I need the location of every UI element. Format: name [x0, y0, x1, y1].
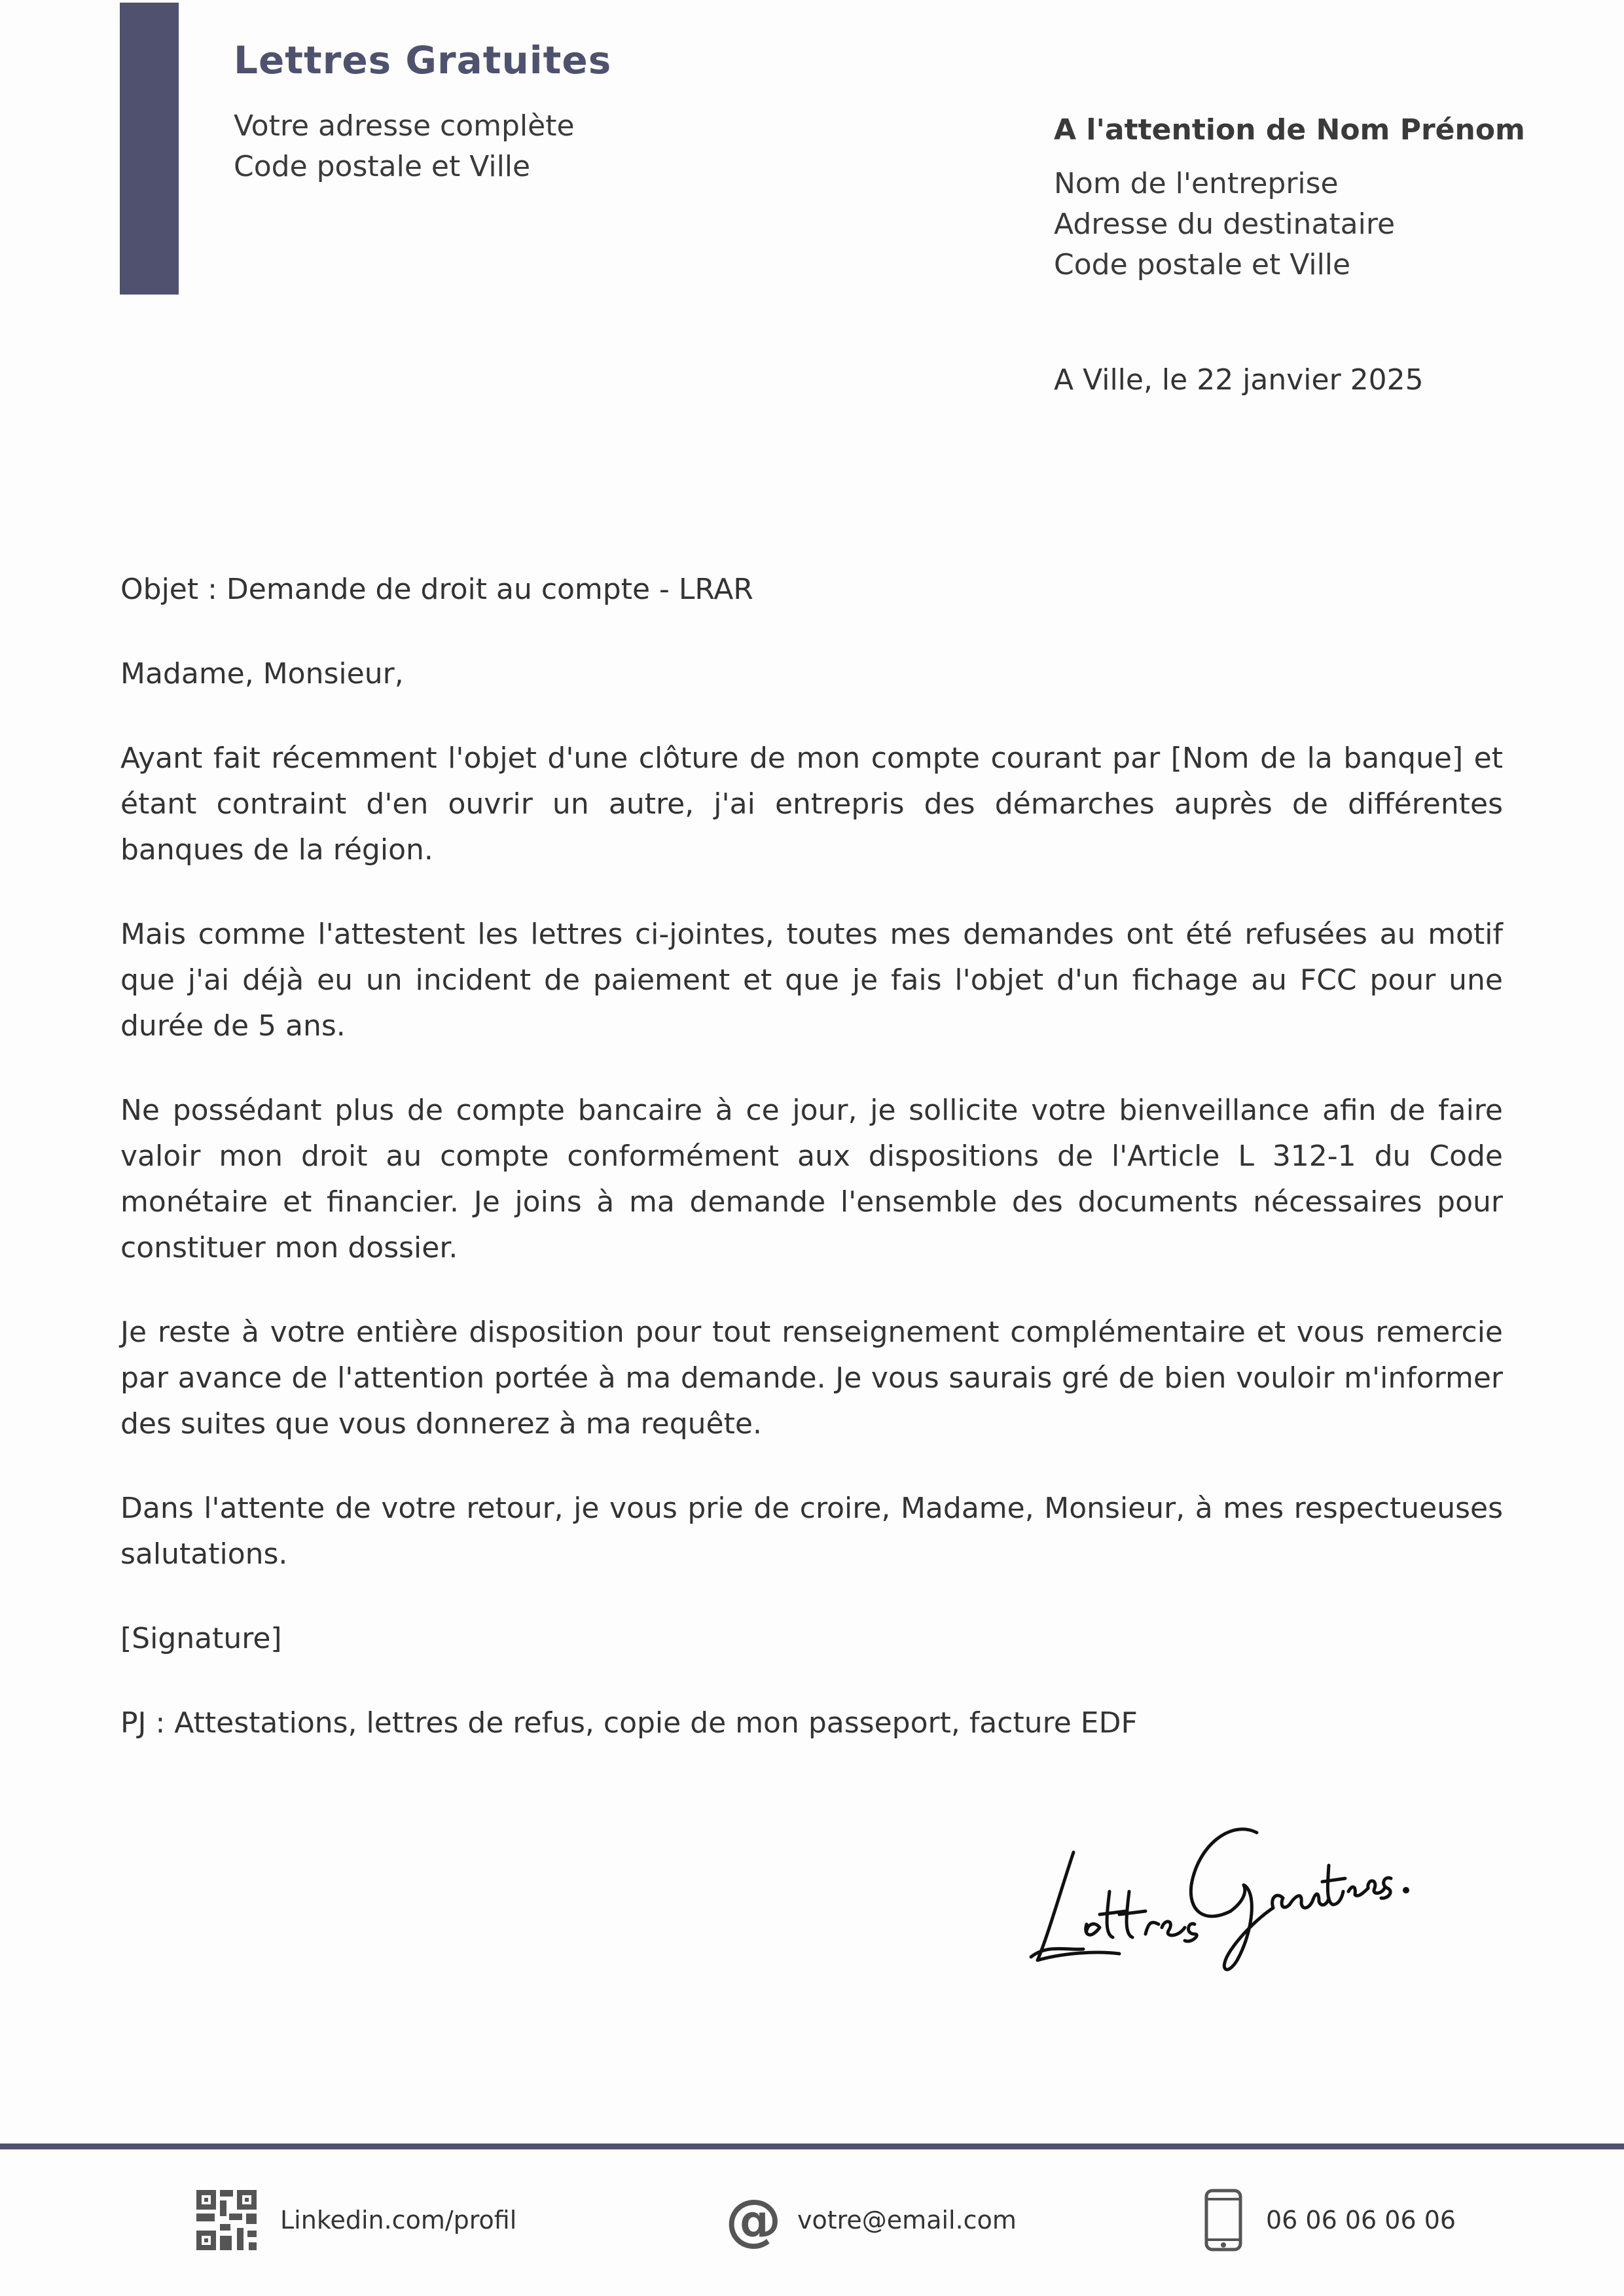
qr-code-icon	[196, 2190, 257, 2250]
sender-address	[234, 106, 575, 187]
header-accent-bar	[120, 3, 179, 295]
letter-paragraph: Ayant fait récemment l'objet d'une clôture de mon compte courant par [Nom de la banque] et étant contraint d'en ouvrir un autre, j'ai entrepris des démarches auprès de différentes banques de la région.	[120, 742, 1503, 867]
recipient-attention: A l'attention de Nom Prénom	[1054, 113, 1525, 147]
email-link[interactable]: votre@email.com	[797, 2206, 1017, 2234]
recipient-city: Code postale et Ville	[1054, 248, 1351, 281]
recipient-block	[1054, 110, 1571, 285]
signature-placeholder: [Signature]	[120, 1622, 282, 1655]
handwritten-signature	[1021, 1793, 1414, 1990]
recipient-company: Nom de l'entreprise	[1054, 167, 1339, 200]
sender-address-line2: Code postale et Ville	[234, 150, 531, 183]
letter-paragraph: Ne possédant plus de compte bancaire à ce jour, je sollicite votre bienveillance afin de faire valoir mon droit au compte conformément aux dispositions de l'Article L 312-1 du Code monétaire et financier. Je joins à ma demande l'ensemble des documents nécessaires pour constituer mon dossier.	[120, 1094, 1503, 1265]
letter-paragraph: Je reste à votre entière disposition pour tout renseignement complémentaire et vous remercie par avance de l'attention portée à ma demande. Je vous saurais gré de bien vouloir m'informer des suites que vous donnerez à ma requête.	[120, 1316, 1503, 1441]
phone-number[interactable]: 06 06 06 06 06	[1266, 2206, 1456, 2234]
letter-subject: Objet : Demande de droit au compte - LRAR	[120, 573, 753, 606]
sender-name: Lettres Gratuites	[234, 38, 612, 82]
sender-address-line1: Votre adresse complète	[234, 109, 575, 143]
signature-drawing	[1021, 1793, 1414, 1990]
linkedin-link[interactable]: Linkedin.com/profil	[280, 2206, 517, 2234]
letter-body	[120, 567, 1503, 1785]
letter-salutation: Madame, Monsieur,	[120, 657, 404, 691]
letter-date: A Ville, le 22 janvier 2025	[1054, 363, 1424, 397]
letter-paragraph: Mais comme l'attestent les lettres ci-jointes, toutes mes demandes ont été refusées au motif que j'ai déjà eu un incident de paiement et que je fais l'objet d'un fichage au FCC pour une durée de 5 ans.	[120, 918, 1503, 1043]
smartphone-icon	[1204, 2189, 1242, 2251]
footer-linkedin[interactable]	[196, 2187, 516, 2253]
footer-email[interactable]	[725, 2187, 1017, 2253]
attachments-line: PJ : Attestations, lettres de refus, copie de mon passeport, facture EDF	[120, 1706, 1138, 1740]
letter-paragraph: Dans l'attente de votre retour, je vous prie de croire, Madame, Monsieur, à mes respectueuses salutations.	[120, 1492, 1503, 1571]
at-sign-icon: @	[725, 2187, 782, 2253]
recipient-address: Adresse du destinataire	[1054, 207, 1396, 241]
footer-divider	[0, 2144, 1624, 2149]
footer-phone[interactable]	[1204, 2187, 1456, 2253]
